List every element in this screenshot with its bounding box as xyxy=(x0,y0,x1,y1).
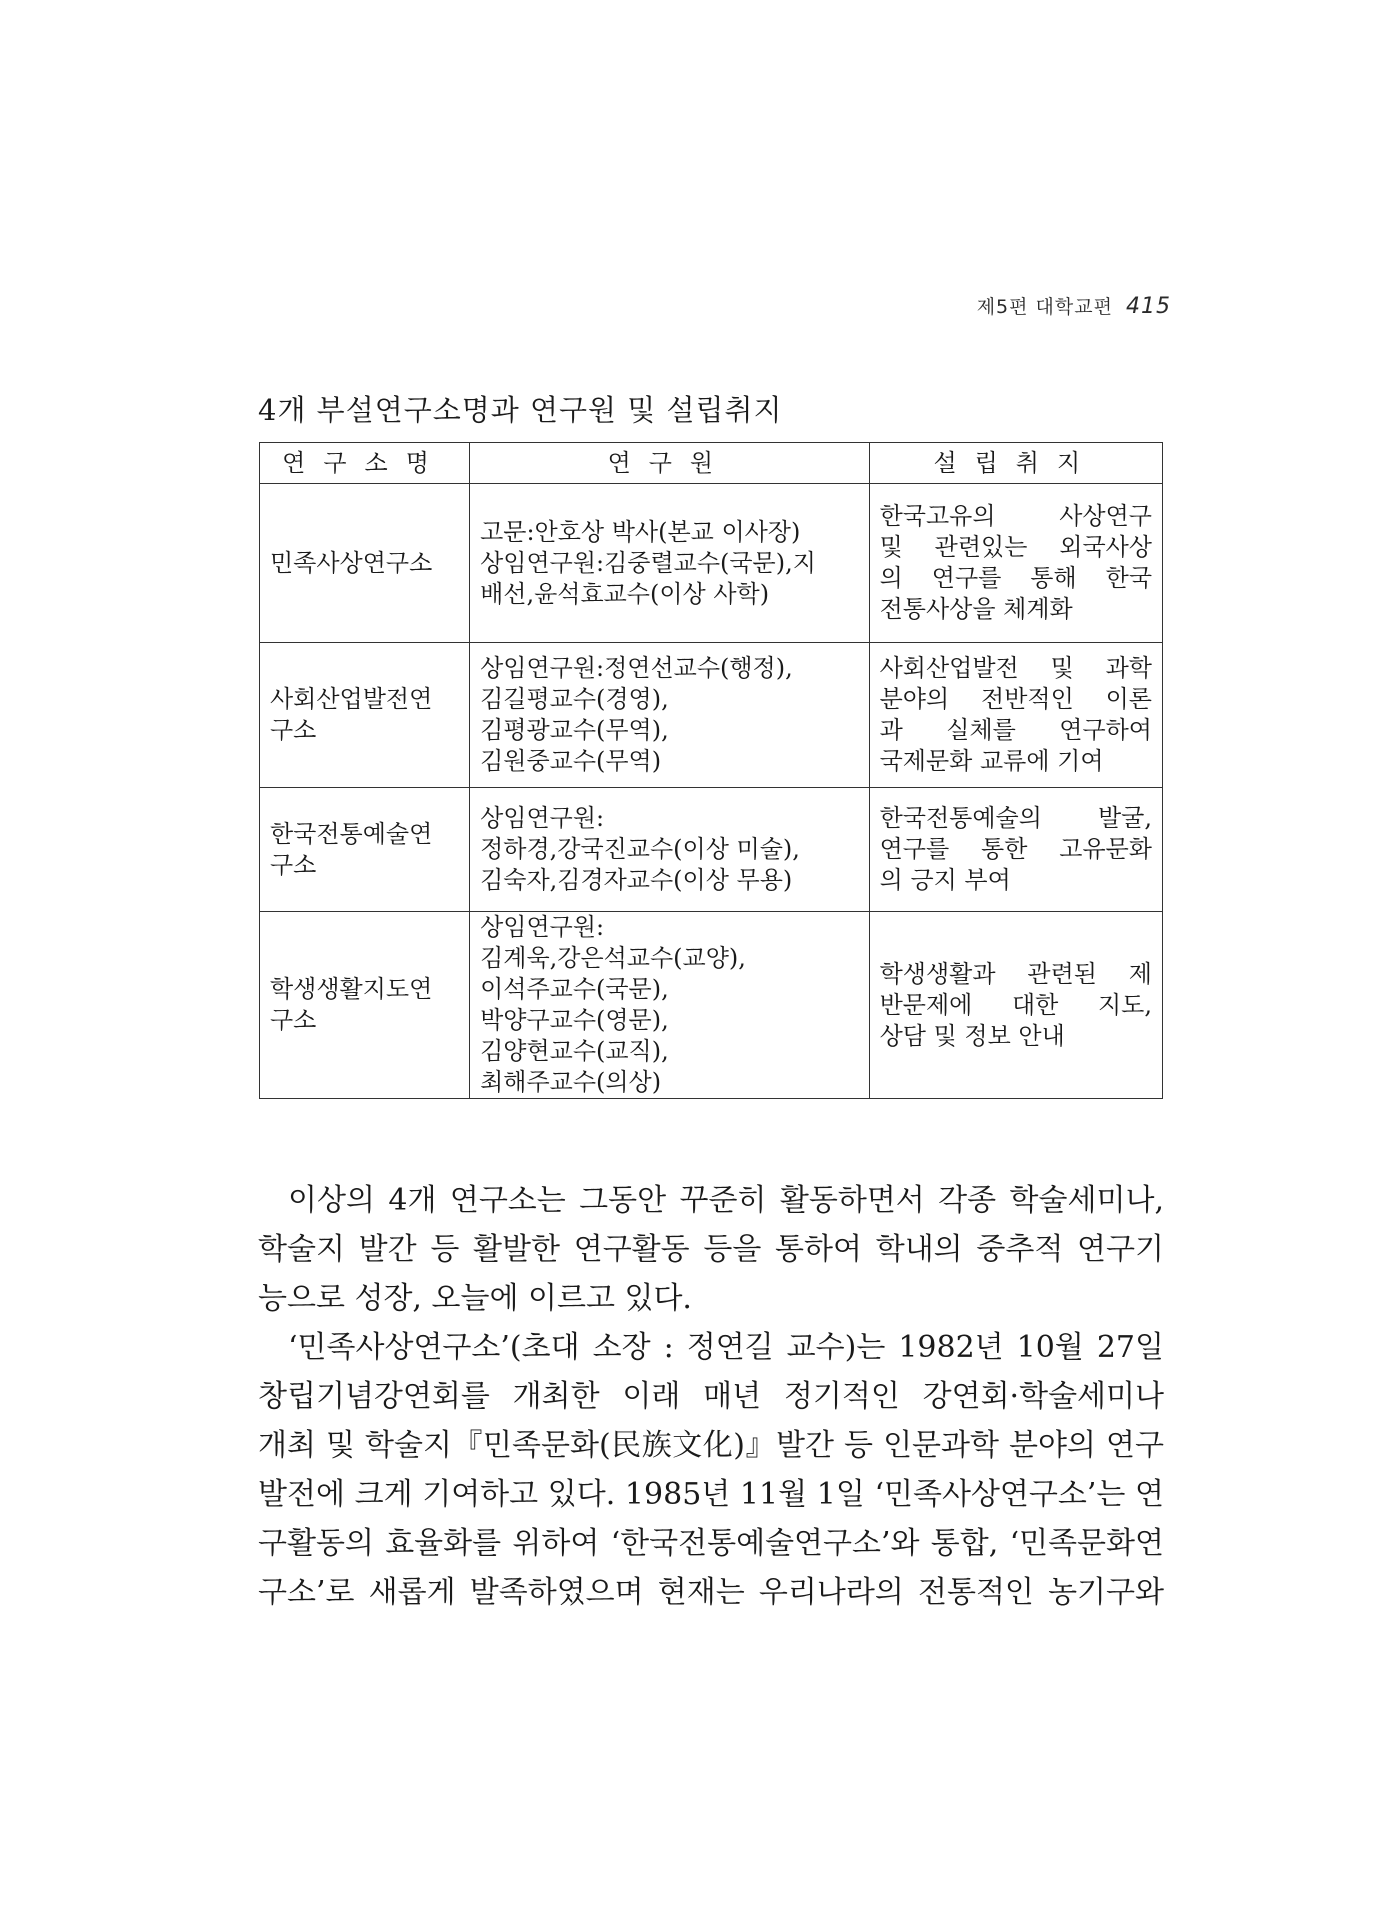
purpose-cell-line: 한국전통예술의 발굴, xyxy=(879,804,1152,832)
paragraph-line: 발전에 크게 기여하고 있다. 1985년 11월 1일 ‘민족사상연구소’는 연 xyxy=(258,1477,1164,1512)
paragraph-line: 구활동의 효율화를 위하여 ‘한국전통예술연구소’와 통합, ‘민족문화연 xyxy=(258,1526,1164,1561)
header-institute-name: 연구소명 xyxy=(260,443,470,484)
table-header-row xyxy=(260,443,1163,484)
purpose-cell-line: 및 관련있는 외국사상 xyxy=(879,533,1152,561)
institute-name-cell-line: 학생생활지도연 xyxy=(270,975,433,1003)
institute-name-cell-line: 구소 xyxy=(270,1006,317,1034)
paragraph-line: 능으로 성장, 오늘에 이르고 있다. xyxy=(258,1281,692,1316)
purpose-cell-line: 의 연구를 통해 한국 xyxy=(879,564,1152,592)
paragraph-line: 창립기념강연회를 개최한 이래 매년 정기적인 강연회·학술세미나 xyxy=(258,1379,1164,1414)
institute-name-cell xyxy=(260,788,470,912)
institute-name-cell xyxy=(260,912,470,1099)
table-row xyxy=(260,788,1163,912)
researchers-cell-line: 상임연구원:김중렬교수(국문),지 xyxy=(480,548,816,577)
institute-name-cell-line: 사회산업발전연 xyxy=(270,685,433,713)
researchers-cell xyxy=(470,788,870,912)
institute-name-cell xyxy=(260,484,470,643)
researchers-cell-line: 상임연구원: xyxy=(480,804,605,832)
researchers-cell-line: 김숙자,김경자교수(이상 무용) xyxy=(480,866,793,894)
researchers-cell-line: 고문:안호상 박사(본교 이사장) xyxy=(480,517,801,546)
researchers-cell xyxy=(470,643,870,788)
paragraph-line: 학술지 발간 등 활발한 연구활동 등을 통하여 학내의 중추적 연구기 xyxy=(258,1232,1164,1267)
institute-name-cell-line: 한국전통예술연 xyxy=(270,819,433,848)
researchers-cell-line: 김평광교수(무역), xyxy=(480,716,669,744)
purpose-cell-line: 사회산업발전 및 과학 xyxy=(879,654,1152,682)
purpose-cell xyxy=(869,643,1162,788)
paragraph-line: 이상의 4개 연구소는 그동안 꾸준히 활동하면서 각종 학술세미나, xyxy=(288,1183,1164,1218)
section-title: 제5편 대학교편 xyxy=(976,296,1113,318)
purpose-cell-line: 한국고유의 사상연구 xyxy=(879,502,1152,530)
page-number: 415 xyxy=(1126,294,1171,319)
paragraph-line: ‘민족사상연구소’(초대 소장 : 정연길 교수)는 1982년 10월 27일 xyxy=(288,1330,1164,1365)
table-row xyxy=(260,912,1163,1099)
purpose-cell-line: 상담 및 정보 안내 xyxy=(879,1021,1065,1050)
researchers-cell-line: 김양현교수(교직), xyxy=(480,1037,669,1065)
purpose-cell-line: 반문제에 대한 지도, xyxy=(879,990,1152,1019)
researchers-cell-line: 상임연구원: xyxy=(480,913,605,941)
researchers-cell xyxy=(470,912,870,1099)
researchers-cell-line: 김계욱,강은석교수(교양), xyxy=(480,944,746,972)
purpose-cell xyxy=(869,912,1162,1099)
purpose-cell-line: 과 실체를 연구하여 xyxy=(879,716,1152,744)
paragraph-line: 개최 및 학술지『민족문화(民族文化)』발간 등 인문과학 분야의 연구 xyxy=(258,1428,1164,1463)
purpose-cell xyxy=(869,788,1162,912)
purpose-cell-line: 학생생활과 관련된 제 xyxy=(879,959,1152,988)
table-title: 4개 부설연구소명과 연구원 및 설립취지 xyxy=(258,393,783,427)
researchers-cell-line: 김길평교수(경영), xyxy=(480,685,669,713)
purpose-cell-line: 연구를 통한 고유문화 xyxy=(879,835,1152,863)
researchers-cell-line: 배선,윤석효교수(이상 사학) xyxy=(480,579,770,608)
body-text xyxy=(258,1176,1164,1617)
institute-name-cell-line: 구소 xyxy=(270,716,317,744)
header-researchers: 연구원 xyxy=(470,443,870,484)
researchers-cell-line: 정하경,강국진교수(이상 미술), xyxy=(480,835,800,863)
purpose-cell-line: 분야의 전반적인 이론 xyxy=(879,685,1152,713)
institute-name-cell-line: 민족사상연구소 xyxy=(270,548,433,577)
researchers-cell-line: 상임연구원:정연선교수(행정), xyxy=(480,654,793,682)
purpose-cell-line: 국제문화 교류에 기여 xyxy=(879,747,1104,775)
researchers-cell-line: 김원중교수(무역) xyxy=(480,747,662,775)
paragraph-line: 구소’로 새롭게 발족하였으며 현재는 우리나라의 전통적인 농기구와 xyxy=(258,1575,1164,1610)
table-row xyxy=(260,643,1163,788)
institutes-table xyxy=(259,442,1163,1099)
researchers-cell-line: 최해주교수(의상) xyxy=(480,1068,662,1096)
researchers-cell xyxy=(470,484,870,643)
purpose-cell-line: 전통사상을 체계화 xyxy=(879,595,1073,623)
institute-name-cell-line: 구소 xyxy=(270,850,317,879)
purpose-cell xyxy=(869,484,1162,643)
purpose-cell-line: 의 긍지 부여 xyxy=(879,866,1011,894)
table-row xyxy=(260,484,1163,643)
researchers-cell-line: 박양구교수(영문), xyxy=(480,1006,669,1034)
header-purpose: 설립취지 xyxy=(869,443,1162,484)
researchers-cell-line: 이석주교수(국문), xyxy=(480,975,669,1003)
running-header xyxy=(977,292,1171,319)
institute-name-cell xyxy=(260,643,470,788)
